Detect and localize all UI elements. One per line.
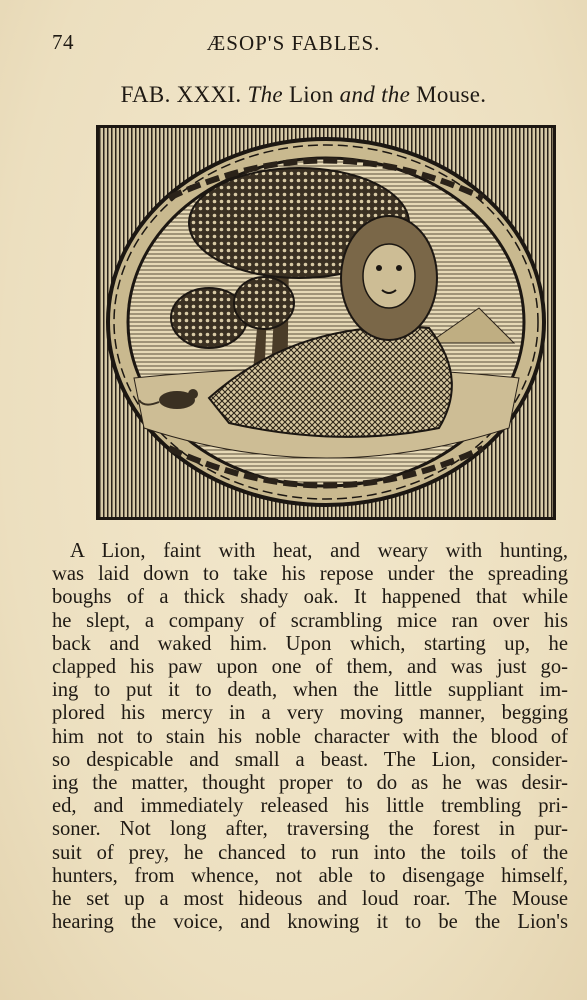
text-line: ing the matter, thought proper to do as he was desir-	[52, 772, 568, 795]
fable-text	[52, 540, 568, 934]
text-line: he slept, a company of scrambling mice ran over his	[52, 609, 568, 632]
text-line: back and waked him. Upon which, starting up, he	[52, 632, 568, 655]
title-word-the: The	[247, 82, 283, 107]
text-line: so despicable and small a beast. The Lion, consider-	[52, 748, 568, 771]
fable-number: FAB. XXXI.	[120, 82, 242, 107]
title-word-and-the: and the	[339, 82, 411, 107]
lion-and-mouse-woodcut-icon	[96, 125, 556, 520]
text-line: plored his mercy in a very moving manner, begging	[52, 702, 568, 725]
fable-title	[0, 82, 587, 108]
text-line: A Lion, faint with heat, and weary with hunting,	[70, 540, 568, 562]
text-line: hearing the voice, and knowing it to be the Lion's	[52, 911, 568, 934]
text-line: ed, and immediately released his little trembling pri-	[52, 795, 568, 818]
text-line: was laid down to take his repose under the spreading	[52, 563, 568, 586]
text-line: he set up a most hideous and loud roar. The Mouse	[52, 888, 568, 911]
running-head: ÆSOP'S FABLES.	[206, 31, 381, 55]
title-word-lion: Lion	[288, 82, 334, 107]
text-line: clapped his paw upon one of them, and was just go-	[52, 656, 568, 679]
text-line: soner. Not long after, traversing the forest in pur-	[52, 818, 568, 841]
text-line: suit of prey, he chanced to run into the toils of the	[52, 841, 568, 864]
text-line: hunters, from whence, not able to disengage himself,	[52, 864, 568, 887]
text-line: boughs of a thick shady oak. It happened that while	[52, 586, 568, 609]
page-number: 74	[52, 30, 74, 54]
text-line: ing to put it to death, when the little suppliant im-	[52, 679, 568, 702]
text-line: him not to stain his noble character with the blood of	[52, 725, 568, 748]
title-word-mouse: Mouse.	[416, 82, 487, 107]
